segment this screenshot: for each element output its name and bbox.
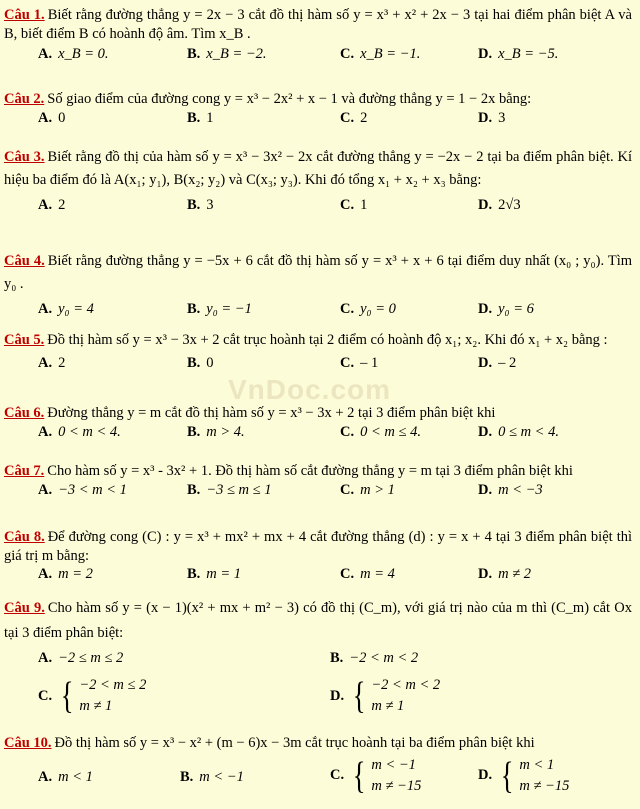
answer-options: [4, 354, 632, 374]
question-text: Để đường cong (C) : y = x³ + mx² + mx + 4 cắt đường thẳng (d) : y = x + 4 tại 3 điểm phân biệt thì giá trị m bằng:: [4, 529, 632, 564]
option-c[interactable]: C. 0 < m ≤ 4.: [340, 423, 421, 440]
option-a[interactable]: A. y₀ = 4: [38, 301, 94, 318]
question-3: [4, 146, 632, 216]
question-stem: [4, 330, 632, 352]
watermark-logo: VnDoc.com: [228, 374, 392, 405]
question-text: Đồ thị hàm số y = x³ − x² + (m − 6)x − 3m cắt trục hoành tại ba điểm phân biệt khi: [54, 735, 535, 751]
brace-icon: {: [352, 754, 366, 797]
option-d[interactable]: D. { −2 < m < 2 m ≠ 1: [330, 675, 441, 718]
question-6: [4, 404, 632, 443]
option-c[interactable]: C. { −2 < m ≤ 2 m ≠ 1: [38, 675, 147, 718]
question-stem: [4, 528, 632, 565]
answer-options: [4, 109, 632, 129]
answer-options: [4, 300, 632, 320]
option-b[interactable]: B. −3 ≤ m ≤ 1: [187, 481, 272, 498]
option-c[interactable]: C. m > 1: [340, 481, 395, 498]
brace-icon: {: [352, 675, 366, 718]
option-a[interactable]: A. 2: [38, 354, 66, 371]
question-text: Biết rằng đường thẳng y = −5x + 6 cắt đồ thị hàm số y = x³ + x + 6 tại điểm duy nhất (x₀ ; y₀). Tìm y₀ .: [4, 253, 632, 293]
option-d[interactable]: D. m < −3: [478, 481, 543, 498]
question-text: Biết rằng đồ thị của hàm số y = x³ − 3x² − 2x cắt đường thẳng y = −2x − 2 tại ba điểm phân biệt. Kí hiệu ba điểm đó là A(x₁; y₁), B(x₂; y₂) và C(x₃; y₃). Khi đó tổng x₁ + x₂ + x₃ bằng:: [4, 149, 632, 189]
option-d[interactable]: D. – 2: [478, 354, 517, 371]
option-c[interactable]: C. – 1: [340, 354, 379, 371]
option-c[interactable]: C. { m < −1 m ≠ −15: [330, 754, 422, 797]
question-number: Câu 5.: [4, 332, 45, 348]
option-d[interactable]: D. y₀ = 6: [478, 301, 534, 318]
option-a[interactable]: A. 0 < m < 4.: [38, 423, 121, 440]
option-b[interactable]: B. m < −1: [180, 768, 244, 785]
option-b[interactable]: B. x_B = −2.: [187, 46, 267, 63]
option-a[interactable]: A. 2: [38, 197, 66, 214]
question-stem: [4, 596, 632, 645]
option-c[interactable]: C. m = 4: [340, 566, 395, 583]
option-b[interactable]: B. 3: [187, 197, 214, 214]
question-number: Câu 1.: [4, 7, 45, 23]
answer-options: [4, 45, 632, 65]
question-number: Câu 4.: [4, 253, 45, 269]
option-a[interactable]: A. x_B = 0.: [38, 46, 109, 63]
question-9: [4, 596, 632, 721]
answer-options: [4, 423, 632, 443]
question-stem: [4, 90, 632, 109]
option-c[interactable]: C. x_B = −1.: [340, 46, 421, 63]
question-text: Cho hàm số y = (x − 1)(x² + mx + m² − 3) có đồ thị (C_m), với giá trị nào của m thì (C_m) cắt Ox tại 3 điểm phân biệt:: [4, 600, 632, 641]
brace-icon: {: [500, 754, 514, 797]
question-2: [4, 90, 632, 129]
option-a[interactable]: A. −3 < m < 1: [38, 481, 127, 498]
option-d[interactable]: D. 0 ≤ m < 4.: [478, 423, 559, 440]
question-number: Câu 7.: [4, 463, 45, 479]
answer-options-systems: [4, 675, 632, 721]
question-text: Đồ thị hàm số y = x³ − 3x + 2 cắt trục hoành tại 2 điểm có hoành độ x₁; x₂. Khi đó x₁ + x₂ bằng :: [47, 332, 608, 348]
answer-options: [4, 649, 632, 669]
option-c[interactable]: C. 2: [340, 109, 368, 126]
option-a[interactable]: A. 0: [38, 109, 66, 126]
question-10: [4, 734, 632, 801]
question-number: Câu 3.: [4, 149, 45, 165]
question-text: Đường thẳng y = m cắt đồ thị hàm số y = x³ − 3x + 2 tại 3 điểm phân biệt khi: [47, 405, 496, 421]
question-stem: [4, 250, 632, 296]
option-c[interactable]: C. y₀ = 0: [340, 301, 396, 318]
answer-options: [4, 565, 632, 585]
option-b[interactable]: B. m = 1: [187, 566, 242, 583]
question-number: Câu 10.: [4, 735, 52, 751]
answer-options: [4, 196, 632, 216]
option-d[interactable]: D. 3: [478, 109, 506, 126]
question-stem: [4, 404, 632, 423]
question-stem: [4, 734, 632, 753]
question-text: Số giao điểm của đường cong y = x³ − 2x² + x − 1 và đường thẳng y = 1 − 2x bằng:: [47, 91, 532, 107]
question-stem: [4, 462, 632, 481]
question-number: Câu 6.: [4, 405, 45, 421]
option-d[interactable]: D. m ≠ 2: [478, 566, 532, 583]
option-b[interactable]: B. y₀ = −1: [187, 301, 252, 318]
question-number: Câu 8.: [4, 529, 45, 545]
question-8: [4, 528, 632, 585]
answer-options: [4, 755, 632, 801]
option-b[interactable]: B. 0: [187, 354, 214, 371]
option-d[interactable]: D. { m < 1 m ≠ −15: [478, 754, 570, 797]
question-1: [4, 6, 632, 65]
question-7: [4, 462, 632, 501]
question-number: Câu 2.: [4, 91, 45, 107]
option-d[interactable]: D. x_B = −5.: [478, 46, 559, 63]
option-c[interactable]: C. 1: [340, 197, 368, 214]
question-text: Cho hàm số y = x³ - 3x² + 1. Đồ thị hàm số cắt đường thẳng y = m tại 3 điểm phân biệt khi: [47, 463, 573, 479]
option-a[interactable]: A. −2 ≤ m ≤ 2: [38, 650, 124, 667]
option-b[interactable]: B. 1: [187, 109, 214, 126]
option-a[interactable]: A. m = 2: [38, 566, 93, 583]
option-b[interactable]: B. −2 < m < 2: [330, 650, 419, 667]
question-5: [4, 330, 632, 374]
answer-options: [4, 481, 632, 501]
question-text: Biết rằng đường thẳng y = 2x − 3 cắt đồ thị hàm số y = x³ + x² + 2x − 3 tại hai điểm phân biệt A và B, biết điểm B có hoành độ âm. Tìm x_B .: [4, 7, 632, 42]
option-b[interactable]: B. m > 4.: [187, 423, 245, 440]
option-a[interactable]: A. m < 1: [38, 768, 93, 785]
question-4: [4, 250, 632, 320]
question-stem: [4, 6, 632, 43]
question-stem: [4, 146, 632, 192]
brace-icon: {: [60, 675, 74, 718]
option-d[interactable]: D. 2√3: [478, 197, 521, 214]
question-number: Câu 9.: [4, 600, 45, 616]
